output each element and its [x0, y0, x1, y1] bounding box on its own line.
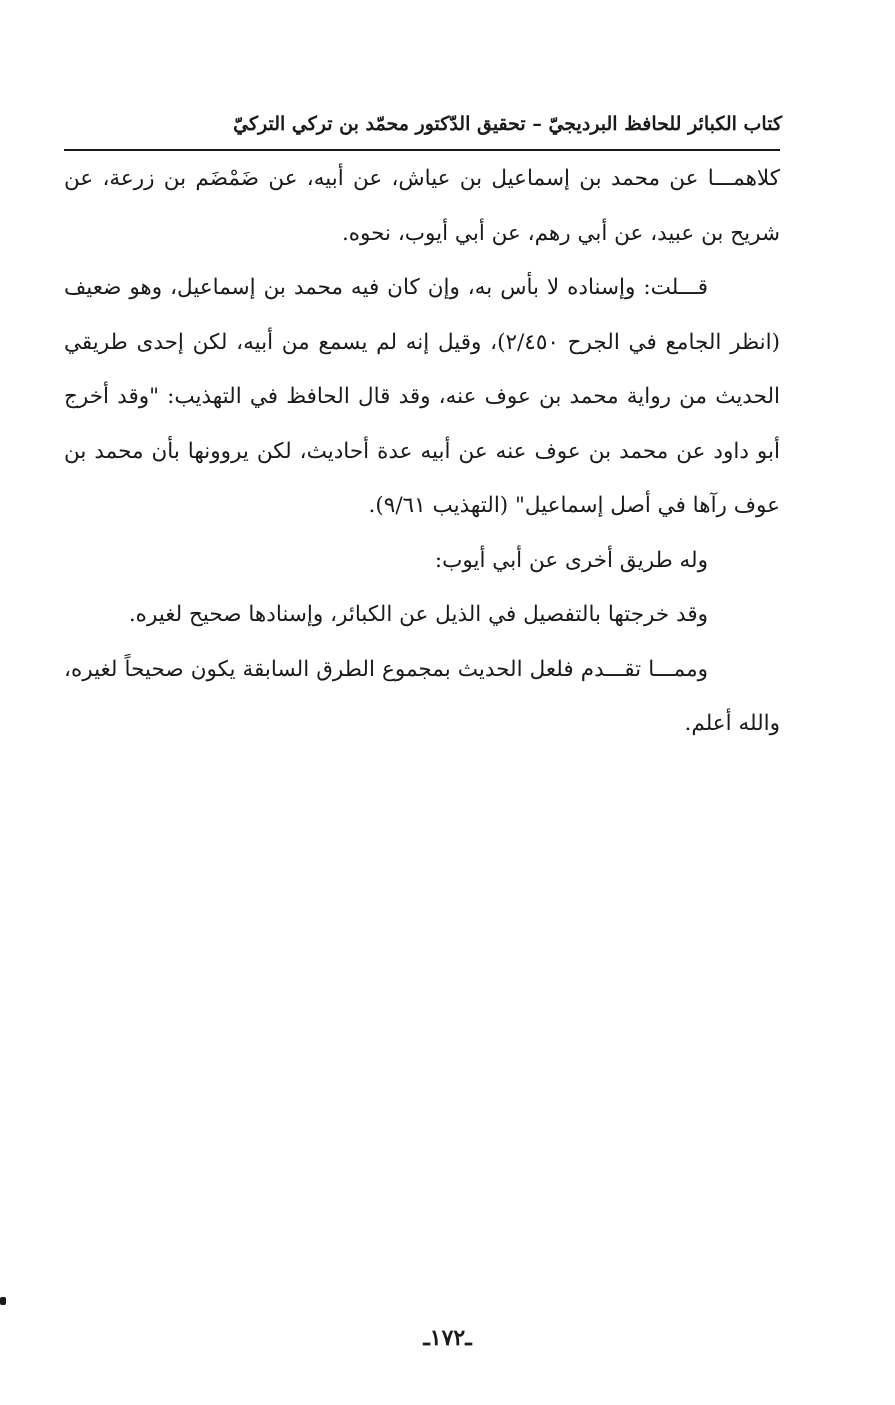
- page-number: ـ١٧٢ـ: [423, 1325, 472, 1351]
- paragraph-conclusion: وممـــا تقـــدم فلعل الحديث بمجموع الطرق السابقة يكون صحيحاً لغيره، والله أعلم.: [64, 656, 780, 736]
- paragraph-isnad-assessment: قـــلت: وإسناده لا بأس به، وإن كان فيه محمد بن إسماعيل، وهو ضعيف (انظر الجامع في الجرح ٢/٤٥٠)، وقيل إنه لم يسمع من أبيه، لكن إحدى طريقي الحديث من رواية محمد بن عوف عنه، وقد قال الحافظ في التهذيب: "وقد أخرج أبو داود عن محمد بن عوف عنه عن أبيه عدة أحاديث، لكن يروونها بأن محمد بن عوف رآها في أصل إسماعيل" (التهذيب ٩/٦١).: [64, 275, 780, 518]
- scan-edge-mark: [0, 1297, 6, 1305]
- running-header: كتاب الكبائر للحافظ البرديجيّ – تحقيق الدّكتور محمّد بن تركي التركيّ: [233, 113, 782, 135]
- paragraph-route-detail: وقد خرجتها بالتفصيل في الذيل عن الكبائر، وإسنادها صحيح لغيره.: [128, 602, 708, 627]
- body-text: [64, 152, 780, 752]
- paragraph-another-route: وله طريق أخرى عن أبي أيوب:: [434, 547, 708, 573]
- header-rule: [64, 149, 780, 151]
- paragraph-chain-of-narration: كلاهمـــا عن محمد بن إسماعيل بن عياش، عن أبيه، عن ضَمْضَم بن زرعة، عن شريح بن عبيد، عن أبي رهم، عن أبي أيوب، نحوه.: [64, 166, 780, 246]
